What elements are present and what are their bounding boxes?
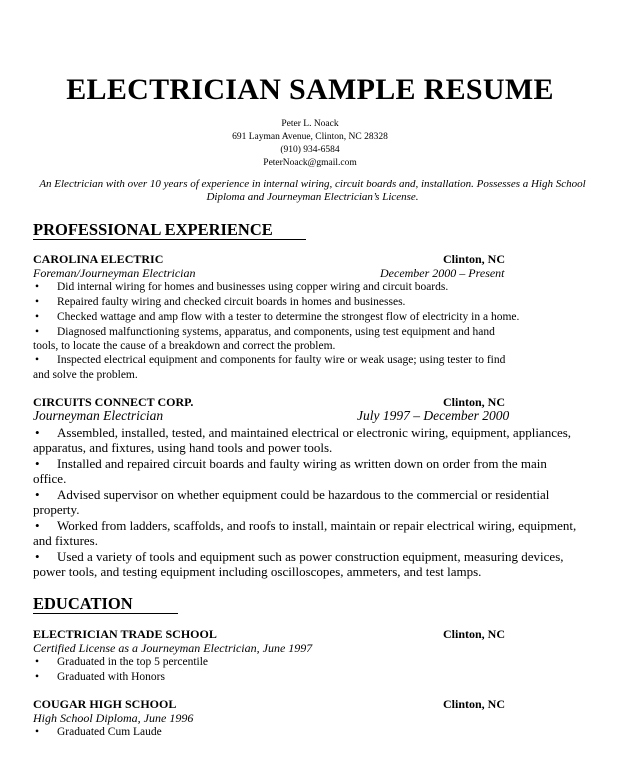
school-bullet: • Graduated with Honors (35, 671, 165, 683)
school-name: COUGAR HIGH SCHOOL (33, 697, 177, 711)
job-bullet: • Installed and repaired circuit boards and faulty wiring as written down on order from the main (35, 456, 547, 471)
bullet-icon: • (35, 425, 40, 440)
bullet-icon: • (35, 354, 40, 366)
job-bullet-continuation: office. (33, 471, 67, 486)
job-bullet-continuation: tools, to locate the cause of a breakdown and correct the problem. (33, 340, 336, 352)
school-location: Clinton, NC (443, 697, 506, 711)
school-name: ELECTRICIAN TRADE SCHOOL (33, 627, 217, 641)
bullet-icon: • (35, 326, 40, 338)
bullet-icon: • (35, 296, 40, 308)
bullet-icon: • (35, 487, 40, 502)
school-credential: High School Diploma, June 1996 (33, 711, 194, 725)
summary-line: An Electrician with over 10 years of experience in internal wiring, circuit boards and, installation. Possesses a High School (39, 178, 586, 190)
summary (30, 178, 595, 204)
job-location: Clinton, NC (443, 252, 506, 266)
experience-heading-text: PROFESSIONAL EXPERIENCE (33, 221, 306, 240)
job-dates: July 1997 – December 2000 (357, 408, 510, 423)
job-bullet-continuation: and solve the problem. (33, 369, 138, 381)
job-bullet: • Diagnosed malfunctioning systems, apparatus, and components, using test equipment and hand (35, 326, 495, 338)
contact-email: PeterNoack@gmail.com (263, 158, 357, 168)
bullet-icon: • (35, 518, 40, 533)
bullet-icon: • (35, 456, 40, 471)
contact-name: Peter L. Noack (281, 119, 339, 129)
bullet-icon: • (35, 549, 40, 564)
job-bullet: • Checked wattage and amp flow with a tester to determine the strongest flow of electricity in a home. (35, 311, 520, 323)
education-heading (33, 595, 178, 614)
job-title: Journeyman Electrician (33, 408, 164, 423)
job-bullet-continuation: apparatus, and fixtures, using hand tools and power tools. (33, 440, 333, 455)
bullet-icon: • (35, 656, 40, 668)
job-bullet: • Inspected electrical equipment and components for faulty wire or weak usage; using tester to find (35, 354, 506, 366)
school-bullet: • Graduated in the top 5 percentile (35, 656, 209, 668)
job-bullet: • Did internal wiring for homes and businesses using copper wiring and circuit boards. (35, 281, 449, 293)
summary-line: Diploma and Journeyman Electrician’s License. (206, 191, 419, 203)
job-bullet: • Advised supervisor on whether equipment could be hazardous to the commercial or residential (35, 487, 550, 502)
education-heading-text: EDUCATION (33, 595, 178, 614)
job-title: Foreman/Journeyman Electrician (33, 266, 196, 280)
job-company: CAROLINA ELECTRIC (33, 252, 164, 266)
resume-title: ELECTRICIAN SAMPLE RESUME (66, 73, 554, 106)
job-bullet: • Assembled, installed, tested, and maintained electrical or electronic wiring, equipment, appliances, (35, 425, 572, 440)
job-dates: December 2000 – Present (380, 266, 505, 280)
bullet-icon: • (35, 671, 40, 683)
job-bullet-continuation: power tools, and testing equipment including oscilloscopes, ammeters, and test lamps. (33, 564, 482, 579)
school-credential: Certified License as a Journeyman Electrician, June 1997 (33, 641, 313, 655)
bullet-icon: • (35, 726, 40, 738)
job-bullet: • Worked from ladders, scaffolds, and roofs to install, maintain or repair electrical wiring, equipment, (35, 518, 577, 533)
school-bullet: • Graduated Cum Laude (35, 726, 162, 738)
bullet-icon: • (35, 281, 40, 293)
job-company: CIRCUITS CONNECT CORP. (33, 395, 194, 409)
job-bullet: • Repaired faulty wiring and checked circuit boards in homes and businesses. (35, 296, 406, 308)
job-bullet-continuation: property. (33, 502, 80, 517)
job-bullet-continuation: and fixtures. (33, 533, 98, 548)
job-bullet: • Used a variety of tools and equipment such as power construction equipment, measuring devices, (35, 549, 564, 564)
school-location: Clinton, NC (443, 627, 506, 641)
bullet-icon: • (35, 311, 40, 323)
contact-phone: (910) 934-6584 (280, 145, 340, 155)
job-location: Clinton, NC (443, 395, 506, 409)
contact-address: 691 Layman Avenue, Clinton, NC 28328 (232, 132, 388, 142)
experience-heading (33, 221, 306, 240)
